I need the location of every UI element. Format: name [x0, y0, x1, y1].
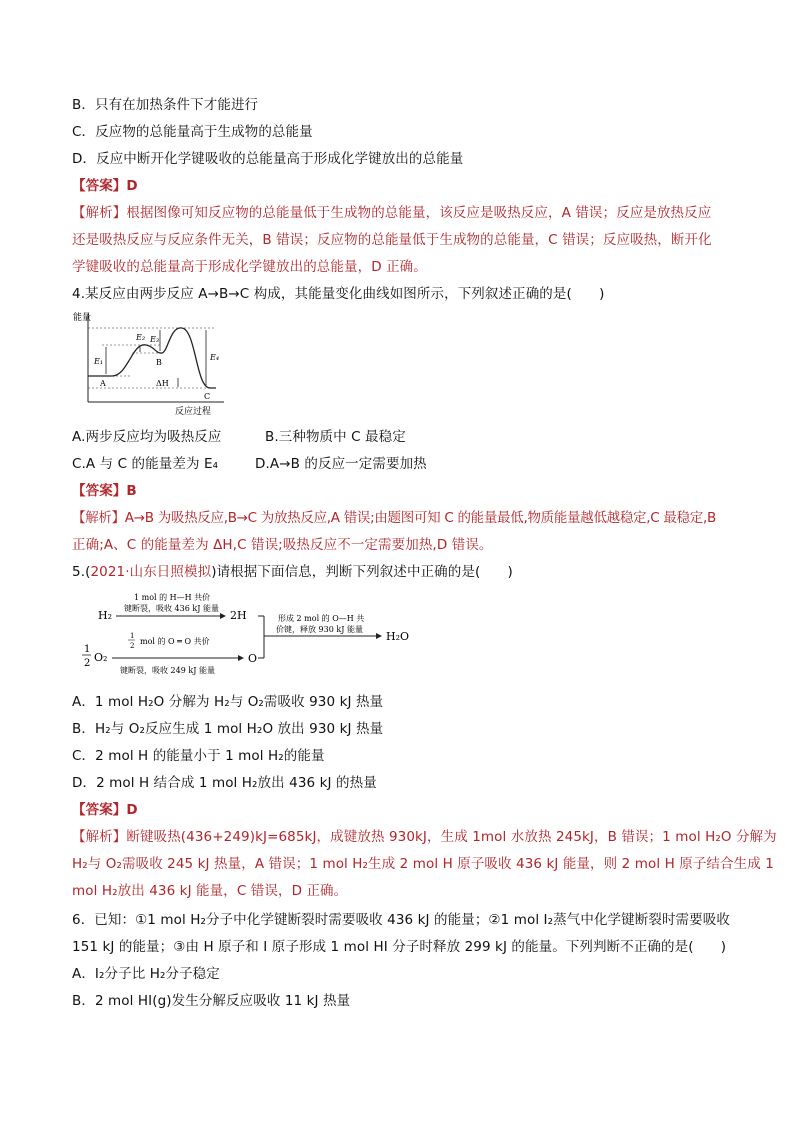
analysis-q5-line2: H₂与 O₂需吸收 245 kJ 热量，A 错误；1 mol H₂生成 2 mol H 原子吸收 436 kJ 能量，则 2 mol H 原子结合生成 1 [72, 856, 774, 872]
o-atom-label: O [248, 652, 258, 665]
o2-frac-den: 2 [130, 642, 135, 650]
option-b-q3: B．只有在加热条件下才能进行 [72, 97, 259, 113]
e1-label: E₁ [94, 357, 104, 366]
analysis-q3-line2: 还是吸热反应与反应条件无关，B 错误；反应物的总能量低于生成物的总能量，C 错误；反应吸热，断开化 [72, 232, 712, 248]
half-numerator: 1 [84, 644, 91, 655]
e2-label: E₂ [136, 333, 146, 342]
x-axis-label: 反应过程 [175, 407, 212, 417]
h2o-label: H₂O [386, 630, 410, 643]
option-c-q4: C.A 与 C 的能量差为 E₄ [72, 456, 219, 472]
option-d-q5: D．2 mol H 结合成 1 mol H₂放出 436 kJ 的热量 [72, 775, 377, 791]
option-c-q5: C．2 mol H 的能量小于 1 mol H₂的能量 [72, 748, 325, 764]
analysis-q4-line2: 正确;A、C 的能量差为 ΔH,C 错误;吸热反应不一定需要加热,D 错误。 [72, 537, 493, 553]
question-4-options-row2 [72, 455, 732, 473]
option-a-q6: A．I₂分子比 H₂分子稳定 [72, 966, 220, 982]
option-b-q6: B．2 mol HI(g)发生分解反应吸收 11 kJ 热量 [72, 993, 351, 1009]
delta-h-label: ΔH [156, 379, 169, 388]
analysis-q5-line1: 【解析】断键吸热(436+249)kJ=685kJ，成键放热 930kJ，生成 1mol 水放热 245kJ，B 错误；1 mol H₂O 分解为 [72, 829, 777, 845]
question-4-stem: 4.某反应由两步反应 A→B→C 构成，其能量变化曲线如图所示，下列叙述正确的是( ) [72, 286, 605, 302]
question-5-number: 5.( [72, 564, 91, 580]
o2-label: O₂ [94, 651, 108, 664]
o2-frac-num: 1 [130, 632, 135, 640]
option-a-q4: A.两步反应均为吸热反应 [72, 429, 222, 445]
h2-break-line2: 键断裂，吸收 436 kJ 能量 [124, 604, 219, 613]
option-c-q3: C．反应物的总能量高于生成物的总能量 [72, 124, 313, 140]
analysis-q3-line1: 【解析】根据图像可知反应物的总能量低于生成物的总能量，该反应是吸热反应，A 错误；反应是放热反应 [72, 205, 712, 221]
question-6-stem-line2: 151 kJ 的能量；③由 H 原子和 I 原子形成 1 mol HI 分子时释放 299 kJ 的能量。下列判断不正确的是( ) [72, 939, 727, 955]
question-4-options-row1 [72, 428, 732, 446]
point-c-label: C [204, 392, 211, 401]
option-a-q5: A．1 mol H₂O 分解为 H₂与 O₂需吸收 930 kJ 热量 [72, 694, 384, 710]
oh-form-line1: 形成 2 mol 的 O—H 共 [278, 614, 365, 623]
point-a-label: A [100, 379, 106, 388]
analysis-q4-line1: 【解析】A→B 为吸热反应,B→C 为放热反应,A 错误;由题图可知 C 的能量最低,物质能量越低越稳定,C 最稳定,B [72, 510, 716, 526]
o2-arrow-head [238, 655, 244, 661]
o2-break-line1: mol 的 O ═ O 共价 [140, 637, 210, 646]
h2-break-line1: 1 mol 的 H—H 共价 [134, 593, 211, 602]
question-6-stem-line1: 6．已知：①1 mol H₂分子中化学键断裂时需要吸收 436 kJ 的能量；②1 mol I₂蒸气中化学键断裂时需要吸收 [72, 912, 730, 928]
half-denominator: 2 [84, 658, 91, 669]
two-h-label: 2H [230, 609, 247, 622]
question-5-text: )请根据下面信息，判断下列叙述中正确的是( ) [211, 564, 513, 580]
oh-form-line2: 价键，释放 930 kJ 能量 [276, 625, 363, 634]
answer-q3: 【答案】D [72, 178, 138, 194]
question-5-stem [72, 563, 732, 581]
answer-q4: 【答案】B [72, 483, 137, 499]
energy-profile-diagram [72, 308, 232, 418]
option-b-q5: B．H₂与 O₂反应生成 1 mol H₂O 放出 930 kJ 热量 [72, 721, 384, 737]
o2-break-line2: 键断裂，吸收 249 kJ 能量 [120, 666, 215, 675]
answer-q5: 【答案】D [72, 802, 138, 818]
analysis-q5-line3: mol H₂放出 436 kJ 能量，C 错误，D 正确。 [72, 883, 348, 899]
y-axis-label: 能量 [73, 313, 92, 323]
e4-label: E₄ [210, 353, 220, 362]
analysis-q3-line3: 学键吸收的总能量高于形成化学键放出的总能量，D 正确。 [72, 259, 427, 275]
option-d-q4: D.A→B 的反应一定需要加热 [255, 456, 427, 472]
option-b-q4: B.三种物质中 C 最稳定 [265, 429, 406, 445]
point-b-label: B [156, 358, 162, 367]
to-h2o-arrow-head [376, 633, 382, 639]
e3-label: E₃ [150, 335, 160, 344]
h2-label: H₂ [98, 609, 113, 622]
question-5-source: 2021·山东日照模拟 [90, 564, 212, 580]
bond-energy-diagram [80, 588, 430, 678]
h2-arrow-head [220, 613, 226, 619]
option-d-q3: D．反应中断开化学键吸收的总能量高于形成化学键放出的总能量 [72, 151, 464, 167]
